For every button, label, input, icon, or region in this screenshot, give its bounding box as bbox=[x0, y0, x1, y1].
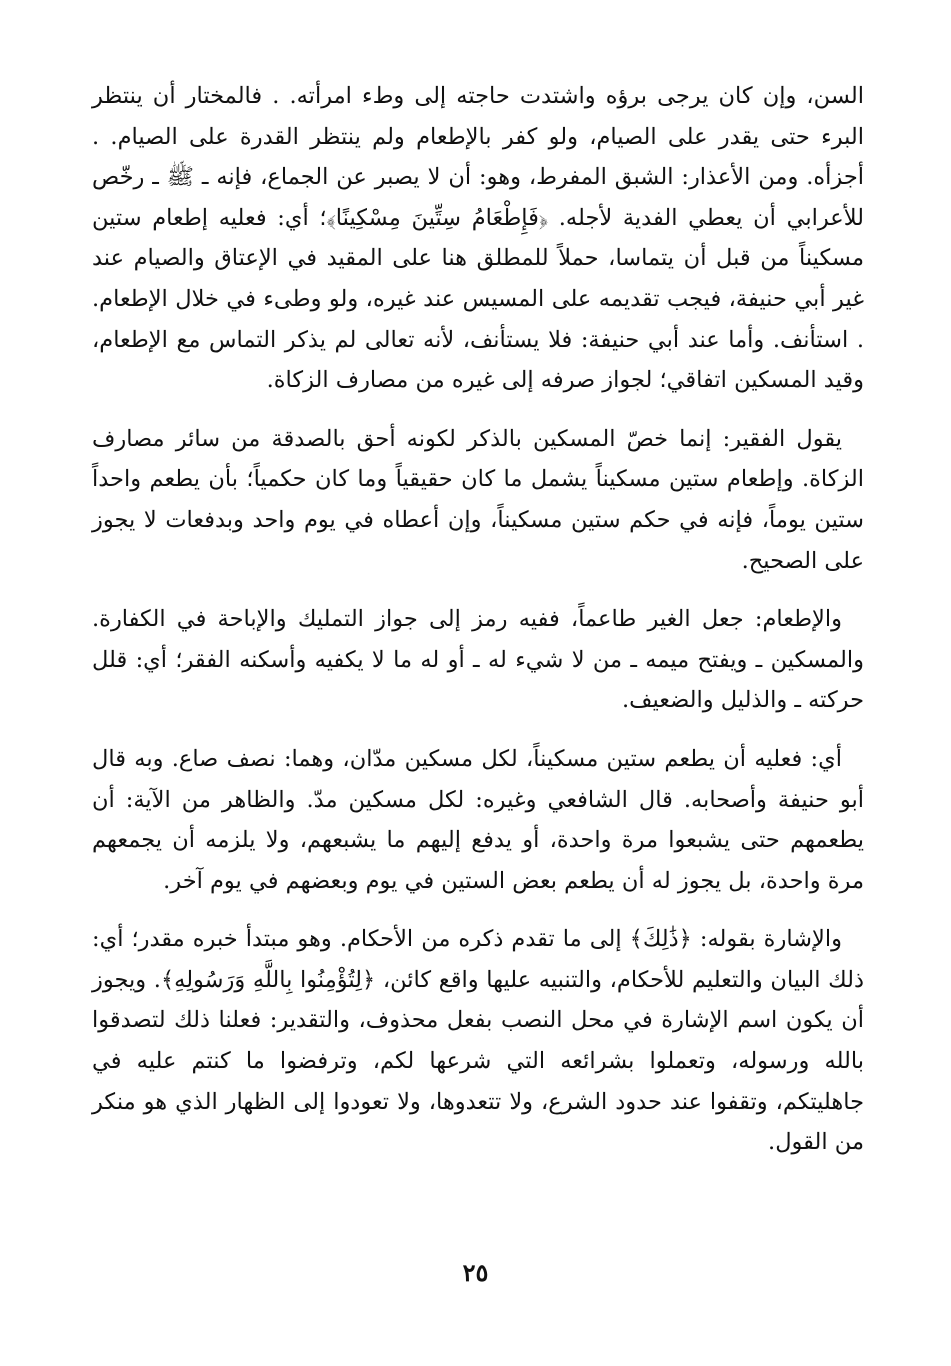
paragraph-3: والإطعام: جعل الغير طاعماً، ففيه رمز إلى جواز التمليك والإباحة في الكفارة. والمسكين ـ ويفتح ميمه ـ من لا شيء له ـ أو له ما لا يكفيه وأسكنه الفقر؛ أي: قلل حركته ـ والذليل والضعيف. bbox=[92, 606, 864, 714]
paragraph-1: السن، وإن كان يرجى برؤه واشتدت حاجته إلى وطء امرأته. . فالمختار أن ينتظر البرء حتى يقدر على الصيام، ولو كفر بالإطعام ولم ينتظر القدرة على الصيام. . أجزأه. ومن الأعذار: الشبق المفرط، وهو: أن لا يصبر عن الجماع، فإنه ـ ﷺ ـ رخّص للأعرابي أن يعطي الفدية لأجله. ﴿فَإِطْعَامُ سِتِّينَ مِسْكِينًا﴾؛ أي: فعليه إطعام ستين مسكيناً من قبل أن يتماسا، حملاً للمطلق هنا على المقيد في الإعتاق والصيام عند غير أبي حنيفة، فيجب تقديمه على المسيس عند غيره، ولو وطىء في خلال الإطعام. . استأنف. وأما عند أبي حنيفة: فلا يستأنف، لأنه تعالى لم يذكر التماس مع الإطعام، وقيد المسكين اتفاقي؛ لجواز صرفه إلى غيره من مصارف الزكاة. bbox=[92, 83, 864, 394]
paragraph-2: يقول الفقير: إنما خصّ المسكين بالذكر لكونه أحق بالصدقة من سائر مصارف الزكاة. وإطعام ستين مسكيناً يشمل ما كان حقيقياً وما كان حكمياً؛ بأن يطعم واحداً ستين يوماً، فإنه في حكم ستين مسكيناً، وإن أعطاه في يوم واحد وبدفعات لا يجوز على الصحيح. bbox=[92, 425, 864, 574]
paragraph-5: والإشارة بقوله: ﴿ذَٰلِكَ﴾ إلى ما تقدم ذكره من الأحكام. وهو مبتدأ خبره مقدر؛ أي: ذلك البيان والتعليم للأحكام، والتنبيه عليها واقع كائن، ﴿لِتُؤْمِنُوا بِاللَّهِ وَرَسُولِهِ﴾. ويجوز أن يكون اسم الإشارة في محل النصب بفعل محذوف، والتقدير: فعلنا ذلك لتصدقوا بالله ورسوله، وتعملوا بشرائعه التي شرعها لكم، وترفضوا ما كنتم عليه في جاهليتكم، وتقفوا عند حدود الشرع، ولا تتعدوها، ولا تعودوا إلى الظهار الذي هو منكر من القول. bbox=[92, 926, 864, 1156]
paragraph-4: أي: فعليه أن يطعم ستين مسكيناً، لكل مسكين مدّان، وهما: نصف صاع. وبه قال أبو حنيفة وأصحابه. قال الشافعي وغيره: لكل مسكين مدّ. والظاهر من الآية: أن يطعمهم حتى يشبعوا مرة واحدة، أو يدفع إليهم ما يشبعهم، ولا يلزمه أن يجمعهم مرة واحدة، بل يجوز له أن يطعم بعض الستين في يوم وبعضهم في يوم آخر. bbox=[92, 745, 864, 894]
page-number: ٢٥ bbox=[462, 1258, 489, 1287]
body-text bbox=[92, 76, 864, 1181]
